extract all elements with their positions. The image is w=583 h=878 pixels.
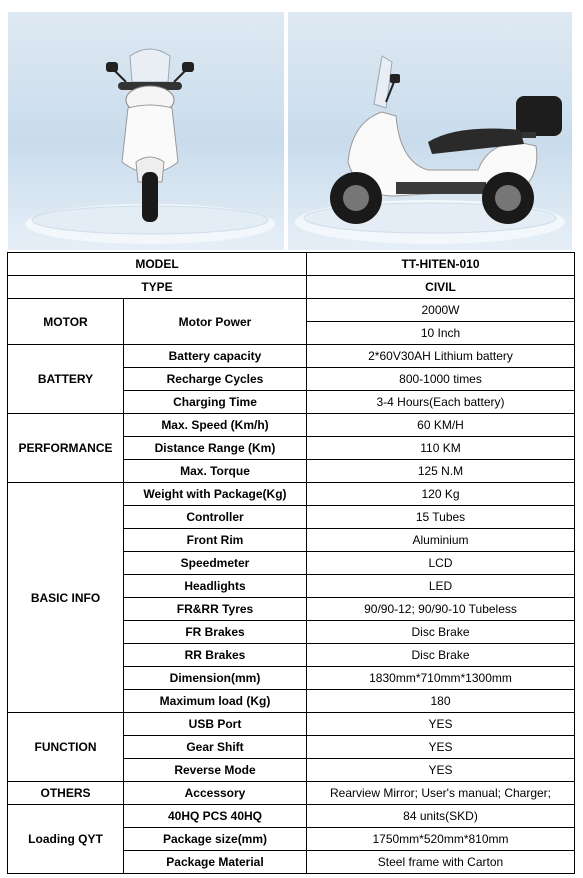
spec-label: Recharge Cycles: [124, 368, 307, 391]
spec-label: Headlights: [124, 575, 307, 598]
category-battery: BATTERY: [8, 345, 124, 414]
spec-label: Front Rim: [124, 529, 307, 552]
spec-label: Motor Power: [124, 299, 307, 345]
spec-value: Disc Brake: [307, 644, 575, 667]
spec-label: Gear Shift: [124, 736, 307, 759]
spec-value: 1830mm*710mm*1300mm: [307, 667, 575, 690]
spec-value: LED: [307, 575, 575, 598]
spec-value: YES: [307, 736, 575, 759]
spec-label: Accessory: [124, 782, 307, 805]
spec-value: 1750mm*520mm*810mm: [307, 828, 575, 851]
category-loading-qyt: Loading QYT: [8, 805, 124, 874]
spec-label: Charging Time: [124, 391, 307, 414]
spec-label: USB Port: [124, 713, 307, 736]
spec-label: Battery capacity: [124, 345, 307, 368]
spec-value: Steel frame with Carton: [307, 851, 575, 874]
model-label: MODEL: [8, 253, 307, 276]
spec-value: 60 KM/H: [307, 414, 575, 437]
spec-value: 800-1000 times: [307, 368, 575, 391]
table-row: [8, 483, 575, 506]
type-label: TYPE: [8, 276, 307, 299]
spec-value: 125 N.M: [307, 460, 575, 483]
spec-value: YES: [307, 759, 575, 782]
spec-label: Max. Torque: [124, 460, 307, 483]
spec-label: 40HQ PCS 40HQ: [124, 805, 307, 828]
table-row: [8, 345, 575, 368]
spec-value: 90/90-12; 90/90-10 Tubeless: [307, 598, 575, 621]
spec-value: LCD: [307, 552, 575, 575]
category-function: FUNCTION: [8, 713, 124, 782]
spec-value: 84 units(SKD): [307, 805, 575, 828]
spec-table: [7, 252, 575, 874]
category-others: OTHERS: [8, 782, 124, 805]
spec-label: Package Material: [124, 851, 307, 874]
product-photos: [8, 12, 572, 250]
category-motor: MOTOR: [8, 299, 124, 345]
spec-label: Maximum load (Kg): [124, 690, 307, 713]
spec-label: FR Brakes: [124, 621, 307, 644]
spec-label: Max. Speed (Km/h): [124, 414, 307, 437]
table-row: [8, 782, 575, 805]
spec-value: Aluminium: [307, 529, 575, 552]
type-value: CIVIL: [307, 276, 575, 299]
table-row: [8, 414, 575, 437]
spec-label: Controller: [124, 506, 307, 529]
spec-value: 10 Inch: [307, 322, 575, 345]
spec-value: 110 KM: [307, 437, 575, 460]
table-row: [8, 805, 575, 828]
spec-label: Speedmeter: [124, 552, 307, 575]
spec-value: YES: [307, 713, 575, 736]
table-row: [8, 713, 575, 736]
spec-label: Weight with Package(Kg): [124, 483, 307, 506]
category-basic-info: BASIC INFO: [8, 483, 124, 713]
spec-value: 2*60V30AH Lithium battery: [307, 345, 575, 368]
spec-value: 120 Kg: [307, 483, 575, 506]
model-row: [8, 253, 575, 276]
spec-value: 2000W: [307, 299, 575, 322]
spec-value: 15 Tubes: [307, 506, 575, 529]
spec-value: Disc Brake: [307, 621, 575, 644]
spec-label: Distance Range (Km): [124, 437, 307, 460]
spec-value: 3-4 Hours(Each battery): [307, 391, 575, 414]
scooter-front-view: [8, 12, 284, 250]
spec-label: RR Brakes: [124, 644, 307, 667]
spec-value: 180: [307, 690, 575, 713]
type-row: [8, 276, 575, 299]
spec-label: Package size(mm): [124, 828, 307, 851]
spec-value: Rearview Mirror; User's manual; Charger;: [307, 782, 575, 805]
scooter-side-view: [288, 12, 572, 250]
spec-label: Dimension(mm): [124, 667, 307, 690]
table-row: [8, 299, 575, 322]
spec-label: FR&RR Tyres: [124, 598, 307, 621]
model-value: TT-HITEN-010: [307, 253, 575, 276]
category-performance: PERFORMANCE: [8, 414, 124, 483]
spec-label: Reverse Mode: [124, 759, 307, 782]
